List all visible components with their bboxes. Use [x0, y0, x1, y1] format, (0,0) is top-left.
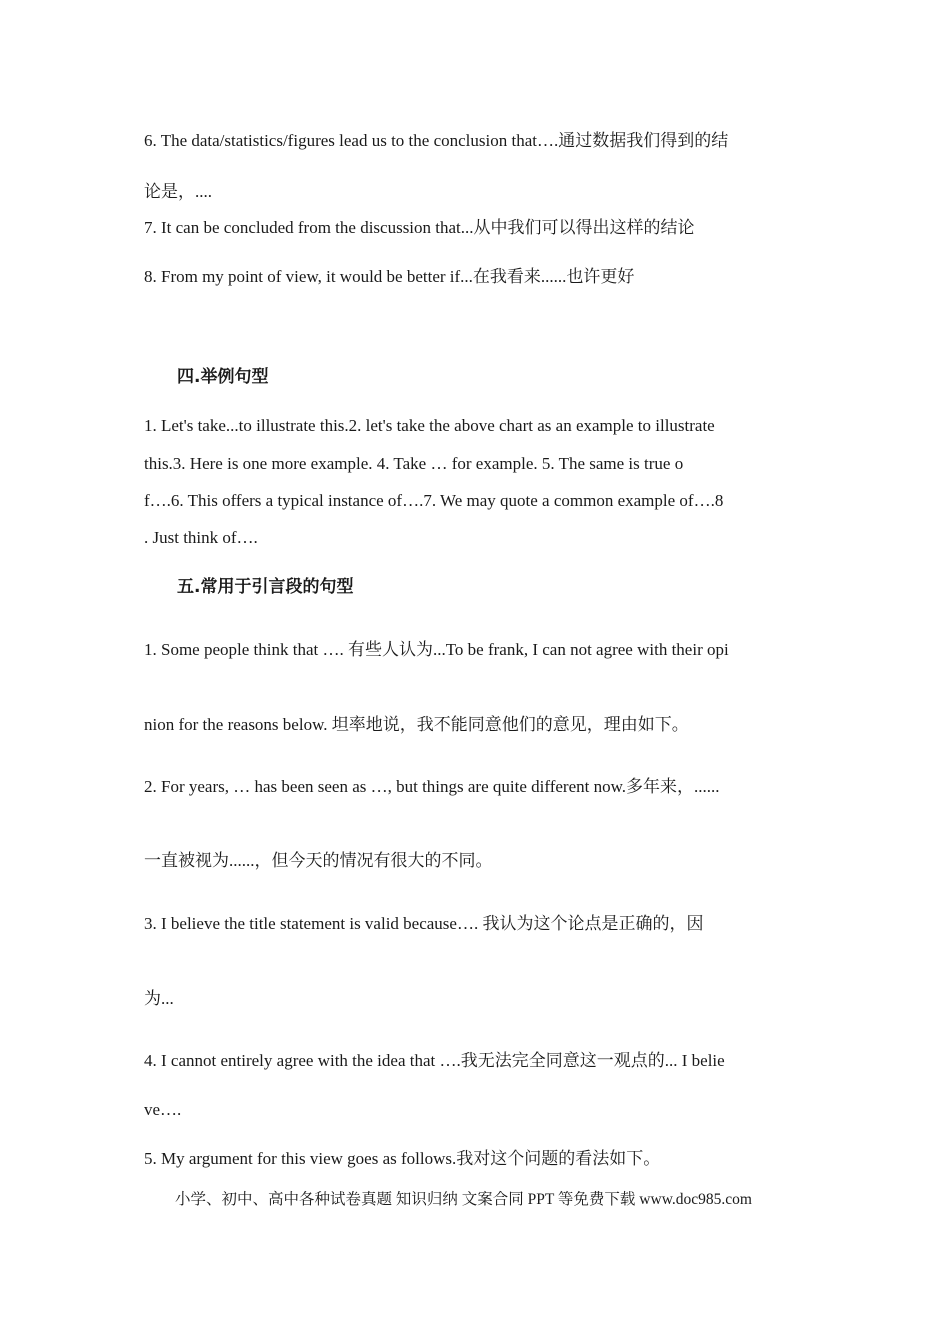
text-line: 8. From my point of view, it would be better if...在我看来......也许更好 — [144, 267, 635, 286]
text-line: 3. I believe the title statement is valid because…. 我认为这个论点是正确的，因 — [144, 914, 704, 933]
text-line: 1. Let's take...to illustrate this.2. let's take the above chart as an example to illustrate — [144, 416, 715, 435]
section-heading: 五.常用于引言段的句型 — [177, 577, 354, 597]
text-line: this.3. Here is one more example. 4. Take … for example. 5. The same is true o — [144, 454, 684, 473]
text-line: nion for the reasons below. 坦率地说，我不能同意他们的意见，理由如下。 — [144, 715, 689, 734]
text-line: 5. My argument for this view goes as follows.我对这个问题的看法如下。 — [144, 1149, 661, 1168]
text-line: 论是，.... — [144, 182, 212, 201]
text-line: 7. It can be concluded from the discussion that...从中我们可以得出这样的结论 — [144, 218, 695, 237]
text-line: ve…. — [144, 1100, 182, 1119]
text-line: 2. For years, … has been seen as …, but things are quite different now.多年来，...... — [144, 777, 720, 796]
text-line: 1. Some people think that …. 有些人认为...To be frank, I can not agree with their opi — [144, 640, 729, 659]
text-line: 为... — [144, 989, 174, 1008]
text-line: 4. I cannot entirely agree with the idea that ….我无法完全同意这一观点的... I belie — [144, 1051, 725, 1070]
text-line: f….6. This offers a typical instance of….7. We may quote a common example of….8 — [144, 491, 724, 510]
section-heading: 四.举例句型 — [177, 367, 269, 387]
text-line: . Just think of…. — [144, 528, 258, 547]
page-footer: 小学、初中、高中各种试卷真题 知识归纳 文案合同 PPT 等免费下载 www.doc985.com — [175, 1191, 752, 1208]
text-line: 6. The data/statistics/figures lead us to the conclusion that….通过数据我们得到的结 — [144, 131, 729, 150]
text-line: 一直被视为......，但今天的情况有很大的不同。 — [144, 851, 493, 870]
